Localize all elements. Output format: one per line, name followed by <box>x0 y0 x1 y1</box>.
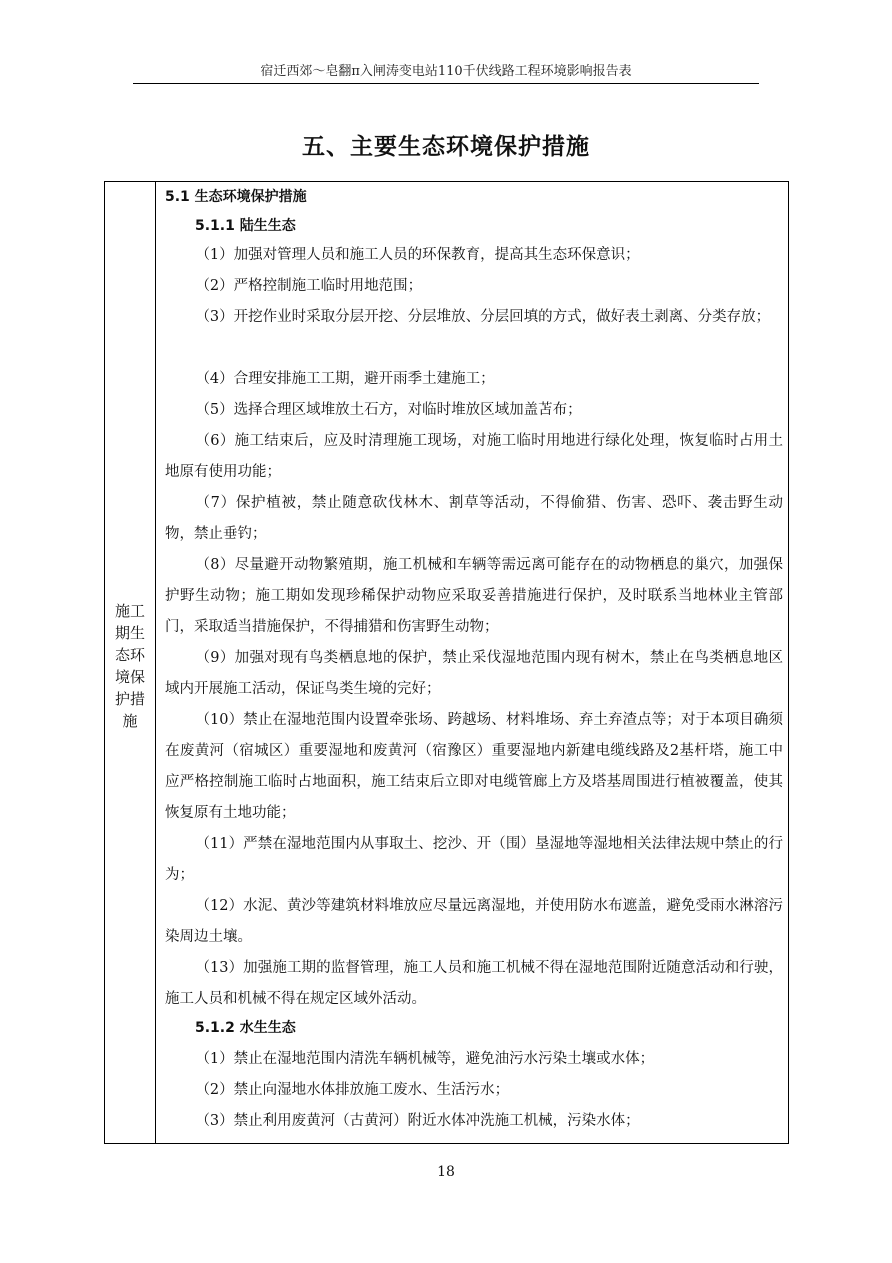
category-label-line: 期生 <box>114 624 145 642</box>
category-label <box>105 600 155 732</box>
land-item-11: （11）严禁在湿地范围内从事取土、挖沙、开（围）垦湿地等湿地相关法律法规中禁止的行为； <box>165 836 783 883</box>
land-item-9: （9）加强对现有鸟类栖息地的保护，禁止采伐湿地范围内现有树木，禁止在鸟类栖息地区域内开展施工活动，保证鸟类生境的完好； <box>165 650 783 697</box>
land-item-8: （8）尽量避开动物繁殖期，施工机械和车辆等需远离可能存在的动物栖息的巢穴，加强保护野生动物；施工期如发现珍稀保护动物应采取妥善措施进行保护，及时联系当地林业主管部门，采取适当措施保护，不得捕猎和伤害野生动物； <box>165 557 783 635</box>
land-item-12: （12）水泥、黄沙等建筑材料堆放应尽量远离湿地，并使用防水布遮盖，避免受雨水淋溶污染周边土壤。 <box>165 898 783 945</box>
running-header: 宿迁西郊～皂翻π入闸涛变电站110千伏线路工程环境影响报告表 <box>260 64 632 79</box>
land-item-1: （1）加强对管理人员和施工人员的环保教育，提高其生态环保意识； <box>195 247 640 263</box>
land-item-7: （7）保护植被，禁止随意砍伐林木、割草等活动，不得偷猎、伤害、恐吓、袭击野生动物，禁止垂钓； <box>165 495 783 542</box>
land-item-6: （6）施工结束后，应及时清理施工现场，对施工临时用地进行绿化处理，恢复临时占用土地原有使用功能； <box>165 433 783 480</box>
measures-table <box>104 181 789 1144</box>
category-label-line: 施 <box>122 712 138 730</box>
measures-content <box>165 182 783 1143</box>
page-number: 18 <box>437 1164 455 1180</box>
category-label-line: 施工 <box>114 602 145 620</box>
category-label-line: 护措 <box>114 690 145 708</box>
land-item-10: （10）禁止在湿地范围内设置牵张场、跨越场、材料堆场、弃土弃渣点等；对于本项目确须在废黄河（宿城区）重要湿地和废黄河（宿豫区）重要湿地内新建电缆线路及2基杆塔，施工中应严格控制施工临时占地面积，施工结束后立即对电缆管廊上方及塔基周围进行植被覆盖，使其恢复原有土地功能； <box>165 712 783 821</box>
section-heading-5-1-2: 5.1.2 水生生态 <box>195 1020 296 1036</box>
land-item-3: （3）开挖作业时采取分层开挖、分层堆放、分层回填的方式，做好表土剥离、分类存放； <box>195 309 771 325</box>
land-item-5: （5）选择合理区域堆放土石方，对临时堆放区域加盖苫布； <box>195 402 582 418</box>
section-heading-5-1: 5.1 生态环境保护措施 <box>165 189 307 205</box>
category-label-line: 态环 <box>114 646 145 664</box>
water-item-2: （2）禁止向湿地水体排放施工废水、生活污水； <box>195 1082 510 1098</box>
category-column <box>105 182 156 1143</box>
land-item-13: （13）加强施工期的监督管理，施工人员和施工机械不得在湿地范围附近随意活动和行驶，施工人员和机械不得在规定区域外活动。 <box>165 960 783 1007</box>
header-rule <box>133 83 759 84</box>
water-item-3: （3）禁止利用废黄河（古黄河）附近水体冲洗施工机械，污染水体； <box>195 1113 640 1129</box>
land-item-4: （4）合理安排施工工期，避开雨季土建施工； <box>195 371 495 387</box>
page-title: 五、主要生态环境保护措施 <box>302 134 590 160</box>
land-item-2: （2）严格控制施工临时用地范围； <box>195 278 423 294</box>
water-item-1: （1）禁止在湿地范围内清洗车辆机械等，避免油污水污染土壤或水体； <box>195 1051 655 1067</box>
section-heading-5-1-1: 5.1.1 陆生生态 <box>195 218 296 234</box>
category-label-line: 境保 <box>114 668 145 686</box>
